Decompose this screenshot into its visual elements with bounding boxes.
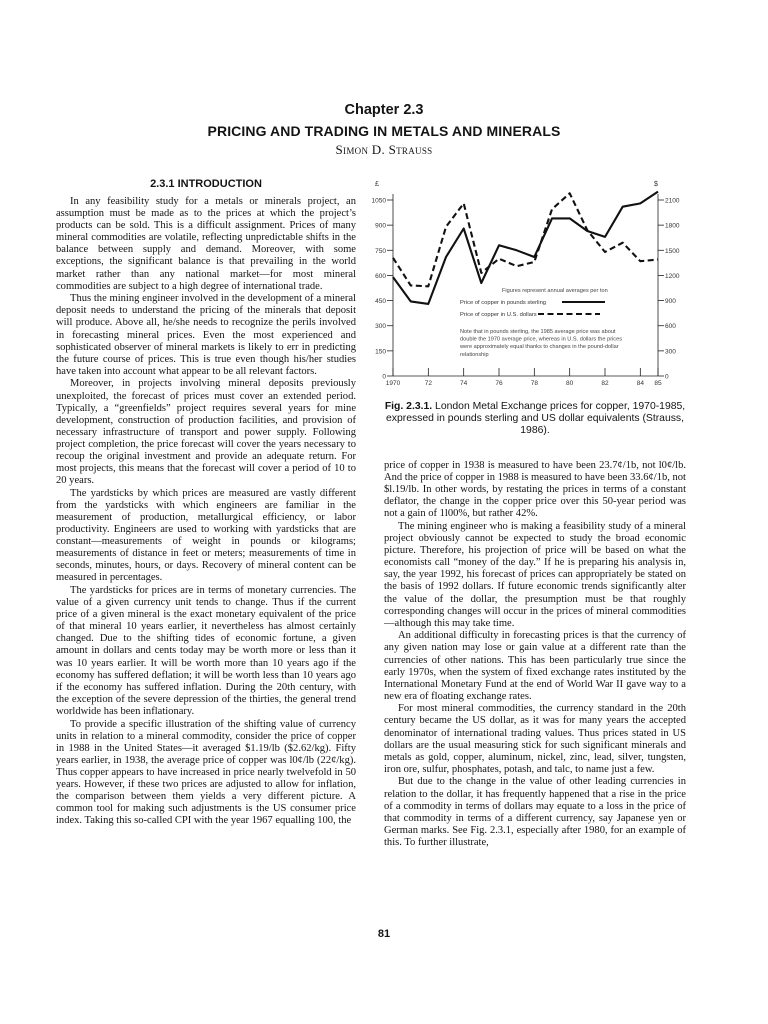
chart-note-line: relationship — [460, 351, 489, 358]
x-tick-label: 76 — [495, 380, 503, 387]
paragraph: In any feasibility study for a metals or minerals project, an assumption must be made as to the prices at which the project’s products can be sold. This is a difficult assignment. Prices of many mineral commodities are volatile, reflecting unpredictable shifts in the balance between supply and demand. Moreover, with some exceptions, the significant balance is that prevailing in the world market rather than any national market—for most mineral commodities are subject to a high degree of international trade. — [56, 196, 356, 292]
paragraph: Moreover, in projects involving mineral deposits previously unexploited, the forecast of prices must cover an extended period. Typically, a “greenfields” project requires several years for mine development, construction of production facilities, and provision of necessary infrastructure of transport and power supply. Following project completion, the price forecast will cover the years necessary to recoup the original investment and provide an adequate return. For most projects, this means that the forecast will cover a period of 10 to 20 years. — [56, 378, 356, 487]
paragraph: For most mineral commodities, the currency standard in the 20th century became the US dollar, as it was for many years the accepted denominator of international trading values. Thus prices stated in US dollars are the usual measuring stick for such significant minerals and metals as gold, copper, aluminum, nickel, zinc, lead, silver, tungsten, iron ore, sulfur, phosphates, potash, and talc, to name just a few. — [384, 703, 686, 775]
paragraph: To provide a specific illustration of the shifting value of currency units in relation to a mineral commodity, consider the price of copper in 1988 in the United States—it averaged $1.19/lb ($2.62/kg). Fifty years earlier, in 1938, the average price of copper was l0¢/lb (22¢/kg). Thus copper appears to have increased in price nearly twelvefold in 50 years. However, if these two prices are adjusted to allow for inflation, the comparison between them yields a very different picture. A common tool for making such adjustments is the US consumer price index. Taking this so-called CPI with the year 1967 equalling 100, the — [56, 718, 356, 827]
x-tick-label: 1970 — [385, 380, 401, 387]
right-text-column — [384, 460, 686, 849]
x-tick-label: 85 — [654, 380, 662, 387]
paragraph: The yardsticks for prices are in terms of monetary currencies. The value of a given currency unit tends to change. Thus if the current price of a given mineral is the exact monetary equivalent of the price of that mineral 10 years earlier, it nevertheless has almost certainly changed. Due to the shifting tides of economic fortune, a given amount in dollars and cents today may be worth more or less than it was 10 years earlier. It will be worth more than 10 years ago if the economy has suffered deflation; it will be worth less than 10 years ago if the economy has suffered inflation. During the 20th century, with the exception of the severe depression of the thirties, the general trend worldwide has been inflationary. — [56, 585, 356, 717]
page-number: 81 — [377, 928, 391, 940]
right-axis-ticks — [658, 198, 680, 381]
paragraph: But due to the change in the value of other leading currencies in relation to the dollar, it has frequently happened that a rise in the price of a commodity in terms of dollars may equate to a loss in the price of that commodity in terms of a different currency, say Japanese yen or German marks. See Fig. 2.3.1, especially after 1980, for an example of this. To further illustrate, — [384, 776, 686, 848]
section-heading: 2.3.1 INTRODUCTION — [150, 178, 262, 190]
paragraph: An additional difficulty in forecasting prices is that the currency of any given nation may lose or gain value at a different rate than the currencies of other nations. This has been particularly true since the early 1970s, when the system of fixed exchange rates instituted by the International Monetary Fund at the end of World War II gave way to a new era of floating exchange rates. — [384, 630, 686, 702]
x-tick-label: 80 — [566, 380, 574, 387]
left-tick-label: 0 — [382, 373, 386, 381]
x-tick-label: 72 — [424, 380, 432, 387]
left-tick-label: 750 — [375, 247, 386, 255]
chart-note — [459, 288, 622, 358]
x-tick-label: 78 — [530, 380, 538, 387]
left-tick-label: 1050 — [371, 197, 386, 205]
chart-note-heading: Figures represent annual averages per ton — [502, 288, 608, 294]
x-tick-label: 74 — [460, 380, 468, 387]
right-tick-label: 0 — [665, 373, 669, 381]
right-tick-label: 1200 — [665, 272, 680, 280]
dollar-price-line — [393, 193, 658, 286]
chart-note-line: were approximately equal thanks to changes in the pound-dollar — [460, 344, 619, 351]
left-tick-label: 600 — [375, 272, 386, 280]
left-axis-unit: £ — [375, 181, 379, 188]
x-tick-label: 84 — [636, 380, 644, 387]
right-tick-label: 900 — [665, 298, 676, 306]
right-tick-label: 300 — [665, 348, 676, 356]
paragraph: The mining engineer who is making a feasibility study of a mineral project obviously cannot be expected to study the broad economic picture. Therefore, his projection of price will be based on what the economists call “money of the day.” If he is preparing his analysis in, say, the year 1992, his forecast of prices can appropriately be stated on the basis of 1992 dollars. If future economic trends significantly alter the value of the dollar, the presumption must be that roughly corresponding changes will occur in the prices of mineral commodities—although this may take time. — [384, 520, 686, 629]
legend-label-dollar: Price of copper in U.S. dollars — [460, 312, 537, 318]
chapter-title: PRICING AND TRADING IN METALS AND MINERALS — [207, 123, 561, 139]
chart-note-line: Note that in pounds sterling, the 1985 average price was about — [460, 329, 616, 335]
x-axis-ticks — [386, 368, 662, 387]
right-tick-label: 2100 — [665, 197, 680, 205]
left-tick-label: 900 — [375, 222, 386, 230]
x-tick-label: 82 — [601, 380, 609, 387]
chapter-number: Chapter 2.3 — [344, 102, 424, 118]
copper-price-chart — [350, 176, 700, 398]
left-tick-label: 450 — [375, 298, 386, 306]
paragraph: The yardsticks by which prices are measured are vastly different from the yardsticks with which engineers are familiar in the measurement of production, metallurgical efficiency, or labor productivity. Engineers are used to working with yardsticks that are constant—measurements of weight in pounds or kilograms; measurements of distance in feet or meters; measurements of time in seconds, minutes, hours, or days. Recovery of mineral content can be measured in percentages. — [56, 487, 356, 584]
left-axis-ticks — [372, 198, 393, 381]
left-tick-label: 150 — [375, 348, 386, 356]
right-axis-unit: $ — [654, 181, 658, 188]
left-text-column — [56, 196, 356, 827]
left-tick-label: 300 — [375, 323, 386, 331]
paragraph: Thus the mining engineer involved in the development of a mineral deposit needs to understand the pricing of the minerals that deposit will produce. Above all, he/she needs to recognize the perils involved in forecasting mineral prices. Even the most experienced and sophisticated observer of mineral markets is likely to err in predicting the future course of prices. This is true even though his/her studies have taken into account what appear to be all relevant factors. — [56, 293, 356, 377]
paragraph: price of copper in 1938 is measured to have been 23.7¢/1b, not l0¢/lb. And the price of copper in 1988 is measured to have been 33.6¢/1b, not $l.19/lb. In other words, by restating the prices in terms of a constant deflator, the change in the copper price over this 50-year period was not a gain of 1l00%, but rather 42%. — [384, 460, 686, 520]
legend-label-sterling: Price of copper in pounds sterling — [460, 300, 547, 306]
figure-caption — [384, 401, 686, 437]
chart-legend — [460, 300, 605, 318]
figure-caption-text: London Metal Exchange prices for copper, 1970-1985, expressed in pounds sterling and US dollar equivalents (Strauss, 1986). — [385, 401, 686, 436]
author-name: Simon D. Strauss — [335, 142, 433, 157]
right-tick-label: 1500 — [665, 247, 680, 255]
right-tick-label: 1800 — [665, 222, 680, 230]
figure-label: Fig. 2.3.1. — [384, 401, 433, 412]
chart-note-line: double the 1970 average price, whereas in U.S. dollars the prices — [460, 336, 623, 343]
right-tick-label: 600 — [665, 323, 676, 331]
